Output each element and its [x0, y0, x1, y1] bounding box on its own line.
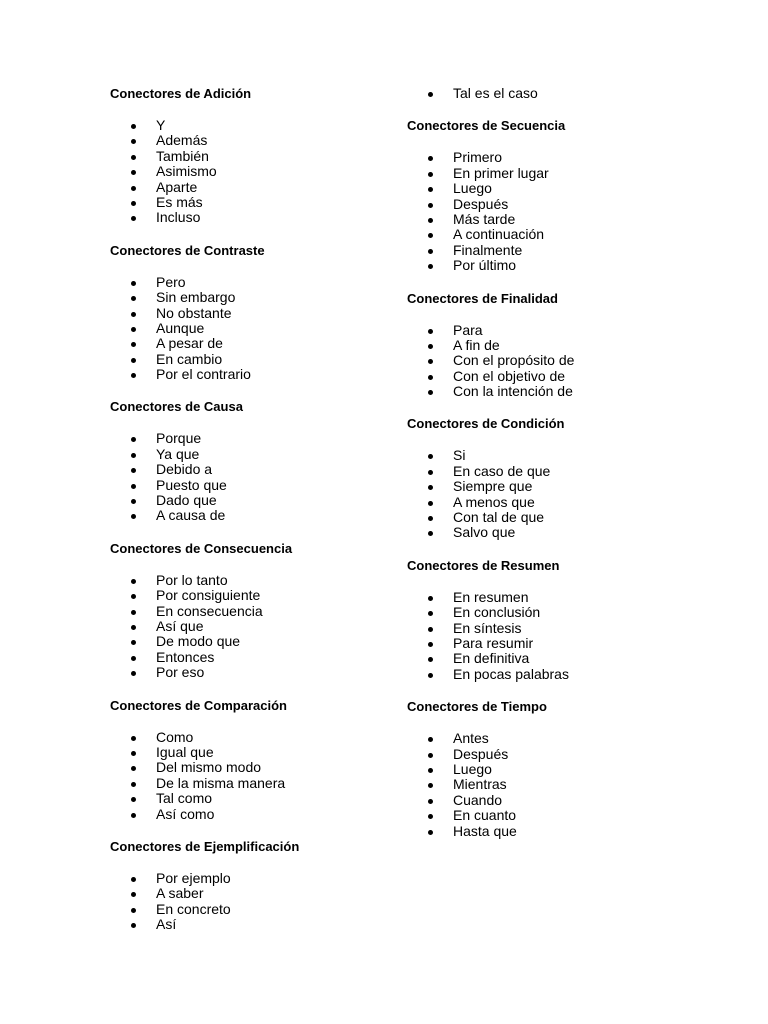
list-item [110, 604, 390, 619]
bullet-icon [428, 203, 433, 208]
list-item [407, 762, 707, 777]
connector-list [110, 118, 390, 226]
list-item [407, 621, 707, 636]
list-item [110, 290, 390, 305]
bullet-icon [131, 155, 136, 160]
list-item-text: Hasta que [453, 822, 517, 839]
section-title: Conectores de Tiempo [407, 699, 547, 715]
list-item [407, 590, 707, 605]
section-conectores-de-ejemplificacion [110, 839, 390, 933]
connector-list [110, 871, 390, 933]
list-item-text: Luego [453, 180, 492, 197]
section-title: Conectores de Resumen [407, 557, 560, 573]
bullet-icon [131, 594, 136, 599]
list-item [407, 227, 707, 242]
bullet-icon [428, 531, 433, 536]
bullet-icon [428, 657, 433, 662]
bullet-icon [131, 813, 136, 818]
list-item-text: A menos que [453, 493, 535, 510]
section-conectores-de-condicion [407, 416, 707, 540]
bullet-icon [131, 170, 136, 175]
bullet-icon [131, 751, 136, 756]
list-item [407, 353, 707, 368]
list-item-text: No obstante [156, 304, 232, 321]
section-conectores-de-comparacion [110, 698, 390, 822]
list-item [110, 871, 390, 886]
list-item-text: Con el objetivo de [453, 367, 566, 384]
bullet-icon [428, 470, 433, 475]
list-item-text: En resumen [453, 588, 529, 605]
list-item-text: En cambio [156, 350, 223, 367]
bullet-icon [131, 656, 136, 661]
list-item [407, 667, 707, 682]
list-item [110, 508, 390, 523]
list-item-text: Salvo que [453, 524, 516, 541]
bullet-icon [131, 216, 136, 221]
connector-list [110, 730, 390, 822]
bullet-icon [131, 124, 136, 129]
bullet-icon [428, 814, 433, 819]
list-item [407, 150, 707, 165]
list-item-text: A pesar de [156, 335, 223, 352]
list-item [407, 166, 707, 181]
bullet-icon [428, 359, 433, 364]
list-item-text: Tal como [156, 790, 213, 807]
bullet-icon [428, 830, 433, 835]
list-item-text: Debido a [156, 461, 213, 478]
bullet-icon [428, 799, 433, 804]
list-item-text: A fin de [453, 336, 500, 353]
list-item [407, 747, 707, 762]
list-item [407, 197, 707, 212]
list-item [407, 323, 707, 338]
list-item [407, 212, 707, 227]
bullet-icon [131, 671, 136, 676]
section-title: Conectores de Comparación [110, 697, 287, 713]
list-item-text: Si [453, 447, 466, 464]
bullet-icon [428, 501, 433, 506]
list-item-text: Por lo tanto [156, 571, 228, 588]
bullet-icon [131, 797, 136, 802]
list-item [110, 650, 390, 665]
list-item-text: Y [156, 117, 166, 133]
list-item [407, 495, 707, 510]
continued-list [407, 86, 707, 101]
section-title: Conectores de Consecuencia [110, 540, 293, 556]
connector-list [407, 448, 707, 540]
list-item-text: Por eso [156, 664, 205, 681]
section-title: Conectores de Contraste [110, 242, 265, 258]
bullet-icon [428, 329, 433, 334]
list-item [110, 447, 390, 462]
bullet-icon [131, 281, 136, 286]
list-item [110, 776, 390, 791]
list-item [110, 493, 390, 508]
connector-list [407, 731, 707, 839]
list-item-text: Porque [156, 430, 202, 447]
bullet-icon [131, 923, 136, 928]
list-item-text: Puesto que [156, 476, 227, 493]
list-item [110, 306, 390, 321]
list-item [110, 133, 390, 148]
list-item [110, 634, 390, 649]
connector-list [407, 323, 707, 400]
list-item [110, 917, 390, 932]
bullet-icon [131, 877, 136, 882]
bullet-icon [428, 485, 433, 490]
list-item [110, 588, 390, 603]
list-item-text: Luego [453, 760, 492, 777]
list-item [407, 777, 707, 792]
bullet-icon [428, 187, 433, 192]
section-title: Conectores de Finalidad [407, 290, 558, 306]
list-item-text: Tal es el caso [453, 85, 538, 101]
list-item [110, 118, 390, 133]
bullet-icon [428, 264, 433, 269]
list-item [110, 886, 390, 901]
bullet-icon [428, 611, 433, 616]
list-item [407, 181, 707, 196]
list-item [110, 210, 390, 225]
list-item [110, 180, 390, 195]
bullet-icon [428, 596, 433, 601]
list-item-text: En consecuencia [156, 602, 263, 619]
list-item [407, 731, 707, 746]
bullet-icon [428, 92, 433, 97]
list-item [110, 619, 390, 634]
bullet-icon [428, 783, 433, 788]
bullet-icon [131, 201, 136, 206]
bullet-icon [131, 579, 136, 584]
list-item [110, 462, 390, 477]
connector-list [407, 150, 707, 273]
list-item-text: En cuanto [453, 807, 517, 824]
list-item-text: Cuando [453, 791, 503, 808]
list-item-text: Primero [453, 149, 503, 166]
list-item [407, 464, 707, 479]
list-item-text: Después [453, 195, 509, 212]
list-item-text: Por consiguiente [156, 587, 261, 604]
bullet-icon [131, 437, 136, 442]
list-item-text: Es más [156, 193, 203, 210]
list-item-text: Asimismo [156, 163, 217, 180]
section-conectores-de-finalidad [407, 291, 707, 400]
bullet-icon [131, 484, 136, 489]
list-item [407, 448, 707, 463]
list-item [110, 336, 390, 351]
list-item-text: En síntesis [453, 619, 522, 636]
list-item-text: Con la intención de [453, 383, 573, 400]
section-conectores-de-resumen [407, 558, 707, 682]
list-item-text: A continuación [453, 226, 545, 243]
list-item [407, 636, 707, 651]
list-item-text: Igual que [156, 743, 214, 760]
list-item-text: Siempre que [453, 478, 533, 495]
list-item-text: De la misma manera [156, 774, 286, 791]
list-item-text: A causa de [156, 507, 226, 524]
list-item [110, 791, 390, 806]
bullet-icon [428, 768, 433, 773]
bullet-icon [131, 186, 136, 191]
bullet-icon [428, 627, 433, 632]
bullet-icon [428, 375, 433, 380]
bullet-icon [428, 249, 433, 254]
list-item [110, 760, 390, 775]
list-item [110, 321, 390, 336]
bullet-icon [131, 892, 136, 897]
bullet-icon [428, 344, 433, 349]
list-item-text: En primer lugar [453, 164, 549, 181]
bullet-icon [131, 499, 136, 504]
list-item [110, 745, 390, 760]
section-title: Conectores de Ejemplificación [110, 838, 300, 854]
bullet-icon [131, 766, 136, 771]
bullet-icon [428, 390, 433, 395]
list-item-text: Después [453, 745, 509, 762]
bullet-icon [428, 516, 433, 521]
section-conectores-de-causa [110, 399, 390, 523]
list-item [110, 573, 390, 588]
connector-list [407, 590, 707, 682]
list-item-text: Finalmente [453, 241, 523, 258]
list-item [407, 525, 707, 540]
section-conectores-de-contraste [110, 243, 390, 383]
list-item [407, 243, 707, 258]
list-item [110, 275, 390, 290]
bullet-icon [428, 218, 433, 223]
list-item-text: Antes [453, 730, 489, 747]
list-item-text: Aparte [156, 178, 198, 195]
list-item-text: Del mismo modo [156, 759, 262, 776]
list-item [110, 730, 390, 745]
bullet-icon [428, 172, 433, 177]
list-item-text: Aunque [156, 319, 205, 336]
bullet-icon [428, 642, 433, 647]
list-item-text: Para [453, 321, 483, 338]
list-item-text: Con el propósito de [453, 352, 575, 369]
list-item [110, 352, 390, 367]
bullet-icon [428, 673, 433, 678]
bullet-icon [131, 640, 136, 645]
list-item-text: Ya que [156, 445, 200, 462]
bullet-icon [131, 453, 136, 458]
list-item-text: Entonces [156, 648, 215, 665]
list-item-text: Por último [453, 257, 517, 274]
section-conectores-de-adicion [110, 86, 390, 226]
bullet-icon [131, 342, 136, 347]
bullet-icon [131, 139, 136, 144]
list-item [110, 902, 390, 917]
list-item [407, 808, 707, 823]
connector-list [110, 431, 390, 523]
list-item [407, 384, 707, 399]
section-conectores-de-consecuencia [110, 541, 390, 681]
list-item-text: Para resumir [453, 634, 534, 651]
list-item-text: De modo que [156, 633, 241, 650]
list-item [407, 338, 707, 353]
list-item [110, 431, 390, 446]
bullet-icon [131, 610, 136, 615]
bullet-icon [428, 753, 433, 758]
list-item-text: Como [156, 728, 194, 745]
list-item-text: Así que [156, 617, 204, 634]
list-item [110, 478, 390, 493]
list-item [110, 149, 390, 164]
list-item [407, 793, 707, 808]
list-item-text: En definitiva [453, 650, 530, 667]
connector-list [110, 573, 390, 681]
list-item-text: Por ejemplo [156, 869, 231, 886]
list-item-text: Con tal de que [453, 509, 545, 526]
list-item-text: Así [156, 916, 177, 933]
left-column [110, 86, 390, 949]
list-item [407, 369, 707, 384]
list-item-text: Por el contrario [156, 366, 251, 383]
bullet-icon [131, 468, 136, 473]
list-item [110, 195, 390, 210]
list-item [407, 651, 707, 666]
bullet-icon [131, 296, 136, 301]
right-column [407, 86, 707, 856]
list-item-text: Incluso [156, 209, 201, 226]
list-item-text: Sin embargo [156, 289, 236, 306]
section-conectores-de-secuencia [407, 118, 707, 273]
bullet-icon [131, 908, 136, 913]
list-item [407, 258, 707, 273]
connector-list [110, 275, 390, 383]
list-item-text: En pocas palabras [453, 665, 569, 682]
section-title: Conectores de Causa [110, 399, 243, 415]
bullet-icon [131, 327, 136, 332]
list-item [407, 824, 707, 839]
list-item-text: Dado que [156, 492, 217, 509]
list-item [110, 807, 390, 822]
list-item [407, 510, 707, 525]
bullet-icon [131, 514, 136, 519]
bullet-icon [131, 358, 136, 363]
list-item [407, 479, 707, 494]
list-item-text: También [156, 147, 209, 164]
section-conectores-de-tiempo [407, 699, 707, 839]
bullet-icon [131, 625, 136, 630]
list-item [110, 164, 390, 179]
list-item-text: Además [156, 132, 208, 149]
bullet-icon [131, 736, 136, 741]
bullet-icon [131, 373, 136, 378]
list-item [110, 665, 390, 680]
list-item [407, 86, 707, 101]
list-item-text: A saber [156, 885, 204, 902]
list-item-text: Pero [156, 273, 186, 290]
bullet-icon [428, 233, 433, 238]
list-item [407, 605, 707, 620]
bullet-icon [131, 312, 136, 317]
section-title: Conectores de Adición [110, 86, 252, 101]
section-title: Conectores de Condición [407, 416, 565, 432]
list-item-text: Así como [156, 805, 215, 822]
bullet-icon [131, 782, 136, 787]
bullet-icon [428, 454, 433, 459]
bullet-icon [428, 737, 433, 742]
bullet-icon [428, 156, 433, 161]
list-item-text: Mientras [453, 776, 507, 793]
list-item-text: En caso de que [453, 462, 551, 479]
list-item-text: En concreto [156, 900, 231, 917]
list-item-text: En conclusión [453, 604, 541, 621]
section-title: Conectores de Secuencia [407, 118, 566, 134]
list-item-text: Más tarde [453, 210, 516, 227]
list-item [110, 367, 390, 382]
